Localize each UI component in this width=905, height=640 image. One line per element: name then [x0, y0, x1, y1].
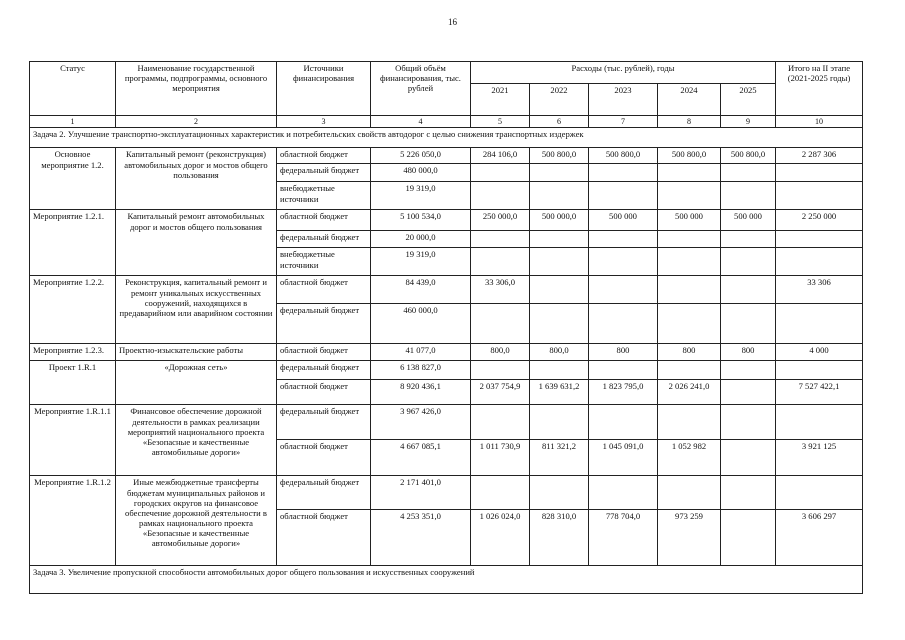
header-result: Итого на II этапе (2021-2025 годы) [776, 62, 863, 116]
financing-table [29, 61, 863, 594]
index-cell: 8 [658, 116, 721, 128]
status-cell: Мероприятие 1.2.2. [30, 276, 116, 344]
name-cell: «Дорожная сеть» [116, 361, 277, 405]
source-cell: федеральный бюджет [277, 164, 371, 182]
table-row [30, 405, 863, 440]
sum-cell [776, 476, 863, 510]
source-cell: областной бюджет [277, 510, 371, 566]
year-cell [471, 304, 530, 344]
header-name: Наименование государственной программы, подпрограммы, основного мероприятия [116, 62, 277, 116]
year-cell: 1 011 730,9 [471, 440, 530, 476]
year-cell: 500 800,0 [589, 148, 658, 164]
total-cell: 4 253 351,0 [371, 510, 471, 566]
year-cell [721, 231, 776, 248]
year-cell [589, 405, 658, 440]
index-cell: 3 [277, 116, 371, 128]
source-cell: областной бюджет [277, 380, 371, 405]
year-cell: 1 823 795,0 [589, 380, 658, 405]
status-cell: Мероприятие 1.2.1. [30, 210, 116, 276]
year-cell [471, 248, 530, 276]
year-cell [721, 405, 776, 440]
source-cell: федеральный бюджет [277, 304, 371, 344]
sum-cell [776, 361, 863, 380]
task-3-title: Задача 3. Увеличение пропускной способности автомобильных дорог общего пользования и искусственных сооружений [30, 566, 863, 594]
index-cell: 1 [30, 116, 116, 128]
sum-cell [776, 231, 863, 248]
sum-cell: 7 527 422,1 [776, 380, 863, 405]
year-cell: 33 306,0 [471, 276, 530, 304]
header-year: 2022 [530, 84, 589, 116]
header-year: 2023 [589, 84, 658, 116]
total-cell: 6 138 827,0 [371, 361, 471, 380]
index-cell: 10 [776, 116, 863, 128]
total-cell: 5 226 050,0 [371, 148, 471, 164]
total-cell: 4 667 085,1 [371, 440, 471, 476]
year-cell [471, 361, 530, 380]
year-cell [721, 510, 776, 566]
year-cell [721, 248, 776, 276]
status-cell: Проект 1.R.1 [30, 361, 116, 405]
year-cell [589, 231, 658, 248]
year-cell: 1 639 631,2 [530, 380, 589, 405]
year-cell [471, 182, 530, 210]
source-cell: внебюджетные источники [277, 248, 371, 276]
table-row [30, 276, 863, 304]
year-cell: 500 000 [658, 210, 721, 231]
year-cell [721, 476, 776, 510]
year-cell [658, 405, 721, 440]
header-year: 2024 [658, 84, 721, 116]
year-cell [721, 361, 776, 380]
total-cell: 480 000,0 [371, 164, 471, 182]
sum-cell: 3 921 125 [776, 440, 863, 476]
year-cell [530, 304, 589, 344]
index-cell: 9 [721, 116, 776, 128]
index-cell: 4 [371, 116, 471, 128]
header-sources: Источники финансирования [277, 62, 371, 116]
sum-cell: 3 606 297 [776, 510, 863, 566]
year-cell: 500 800,0 [721, 148, 776, 164]
year-cell: 800 [658, 344, 721, 361]
year-cell: 500 800,0 [530, 148, 589, 164]
sum-cell [776, 304, 863, 344]
year-cell [658, 276, 721, 304]
source-cell: внебюджетные источники [277, 182, 371, 210]
year-cell: 1 026 024,0 [471, 510, 530, 566]
name-cell: Капитальный ремонт автомобильных дорог и мостов общего пользования [116, 210, 277, 276]
header-year: 2025 [721, 84, 776, 116]
year-cell: 800,0 [471, 344, 530, 361]
year-cell [471, 231, 530, 248]
year-cell [658, 231, 721, 248]
source-cell: федеральный бюджет [277, 476, 371, 510]
table-row [30, 476, 863, 510]
sum-cell: 33 306 [776, 276, 863, 304]
index-row [30, 116, 863, 128]
year-cell [658, 361, 721, 380]
year-cell [589, 476, 658, 510]
year-cell: 828 310,0 [530, 510, 589, 566]
year-cell [721, 440, 776, 476]
status-cell: Мероприятие 1.R.1.1 [30, 405, 116, 476]
year-cell [530, 182, 589, 210]
source-cell: областной бюджет [277, 148, 371, 164]
total-cell: 3 967 426,0 [371, 405, 471, 440]
year-cell [658, 304, 721, 344]
year-cell [589, 248, 658, 276]
year-cell [471, 164, 530, 182]
year-cell [530, 276, 589, 304]
header-status: Статус [30, 62, 116, 116]
year-cell [721, 164, 776, 182]
year-cell: 811 321,2 [530, 440, 589, 476]
year-cell [530, 231, 589, 248]
year-cell [589, 304, 658, 344]
year-cell [721, 182, 776, 210]
task-row [30, 566, 863, 594]
year-cell: 1 045 091,0 [589, 440, 658, 476]
total-cell: 84 439,0 [371, 276, 471, 304]
year-cell [658, 182, 721, 210]
sum-cell [776, 405, 863, 440]
year-cell: 500 000 [721, 210, 776, 231]
year-cell [471, 476, 530, 510]
index-cell: 5 [471, 116, 530, 128]
source-cell: федеральный бюджет [277, 361, 371, 380]
year-cell: 973 259 [658, 510, 721, 566]
year-cell: 500 800,0 [658, 148, 721, 164]
status-cell: Основное мероприятие 1.2. [30, 148, 116, 210]
year-cell: 500 000,0 [530, 210, 589, 231]
sum-cell: 4 000 [776, 344, 863, 361]
index-cell: 2 [116, 116, 277, 128]
total-cell: 20 000,0 [371, 231, 471, 248]
name-cell: Иные межбюджетные трансферты бюджетам муниципальных районов и городских округов на финансовое обеспечение дорожной деятельности в рамках национального проекта «Безопасные и качественные автомобильные дороги» [116, 476, 277, 566]
page-number: 16 [448, 17, 457, 27]
source-cell: федеральный бюджет [277, 231, 371, 248]
total-cell: 460 000,0 [371, 304, 471, 344]
year-cell [530, 248, 589, 276]
index-cell: 7 [589, 116, 658, 128]
year-cell [471, 405, 530, 440]
year-cell [589, 164, 658, 182]
sum-cell [776, 248, 863, 276]
task-2-title: Задача 2. Улучшение транспортно-эксплуатационных характеристик и потребительских свойств автодорог с целью снижения транспортных издержек [30, 128, 863, 148]
year-cell [658, 248, 721, 276]
year-cell: 800,0 [530, 344, 589, 361]
sum-cell: 2 250 000 [776, 210, 863, 231]
name-cell: Капитальный ремонт (реконструкция) автомобильных дорог и мостов общего пользования [116, 148, 277, 210]
year-cell: 800 [589, 344, 658, 361]
sum-cell: 2 287 306 [776, 148, 863, 164]
index-cell: 6 [530, 116, 589, 128]
year-cell [589, 276, 658, 304]
table-row [30, 361, 863, 380]
year-cell: 778 704,0 [589, 510, 658, 566]
source-cell: областной бюджет [277, 440, 371, 476]
year-cell [721, 304, 776, 344]
sum-cell [776, 164, 863, 182]
source-cell: областной бюджет [277, 210, 371, 231]
status-cell: Мероприятие 1.R.1.2 [30, 476, 116, 566]
year-cell: 250 000,0 [471, 210, 530, 231]
total-cell: 19 319,0 [371, 248, 471, 276]
year-cell [530, 361, 589, 380]
year-cell [721, 380, 776, 405]
source-cell: областной бюджет [277, 276, 371, 304]
name-cell: Финансовое обеспечение дорожной деятельности в рамках реализации мероприятий национального проекта «Безопасные и качественные автомобильные дороги» [116, 405, 277, 476]
year-cell [589, 361, 658, 380]
year-cell [721, 276, 776, 304]
source-cell: областной бюджет [277, 344, 371, 361]
year-cell: 2 026 241,0 [658, 380, 721, 405]
year-cell [530, 164, 589, 182]
total-cell: 8 920 436,1 [371, 380, 471, 405]
year-cell: 800 [721, 344, 776, 361]
year-cell: 2 037 754,9 [471, 380, 530, 405]
year-cell: 1 052 982 [658, 440, 721, 476]
sum-cell [776, 182, 863, 210]
table-row [30, 148, 863, 164]
total-cell: 19 319,0 [371, 182, 471, 210]
header-year: 2021 [471, 84, 530, 116]
year-cell [530, 476, 589, 510]
task-row [30, 128, 863, 148]
total-cell: 2 171 401,0 [371, 476, 471, 510]
year-cell [530, 405, 589, 440]
status-cell: Мероприятие 1.2.3. [30, 344, 116, 361]
name-cell: Реконструкция, капитальный ремонт и ремонт уникальных искусственных сооружений, находящихся в предаварийном или аварийном состоянии [116, 276, 277, 344]
year-cell [658, 476, 721, 510]
table-row [30, 210, 863, 231]
year-cell: 284 106,0 [471, 148, 530, 164]
table-row [30, 344, 863, 361]
year-cell [658, 164, 721, 182]
total-cell: 41 077,0 [371, 344, 471, 361]
header-expenses: Расходы (тыс. рублей), годы [471, 62, 776, 84]
year-cell [589, 182, 658, 210]
source-cell: федеральный бюджет [277, 405, 371, 440]
total-cell: 5 100 534,0 [371, 210, 471, 231]
year-cell: 500 000 [589, 210, 658, 231]
header-total: Общий объём финансирования, тыс. рублей [371, 62, 471, 116]
name-cell: Проектно-изыскательские работы [116, 344, 277, 361]
